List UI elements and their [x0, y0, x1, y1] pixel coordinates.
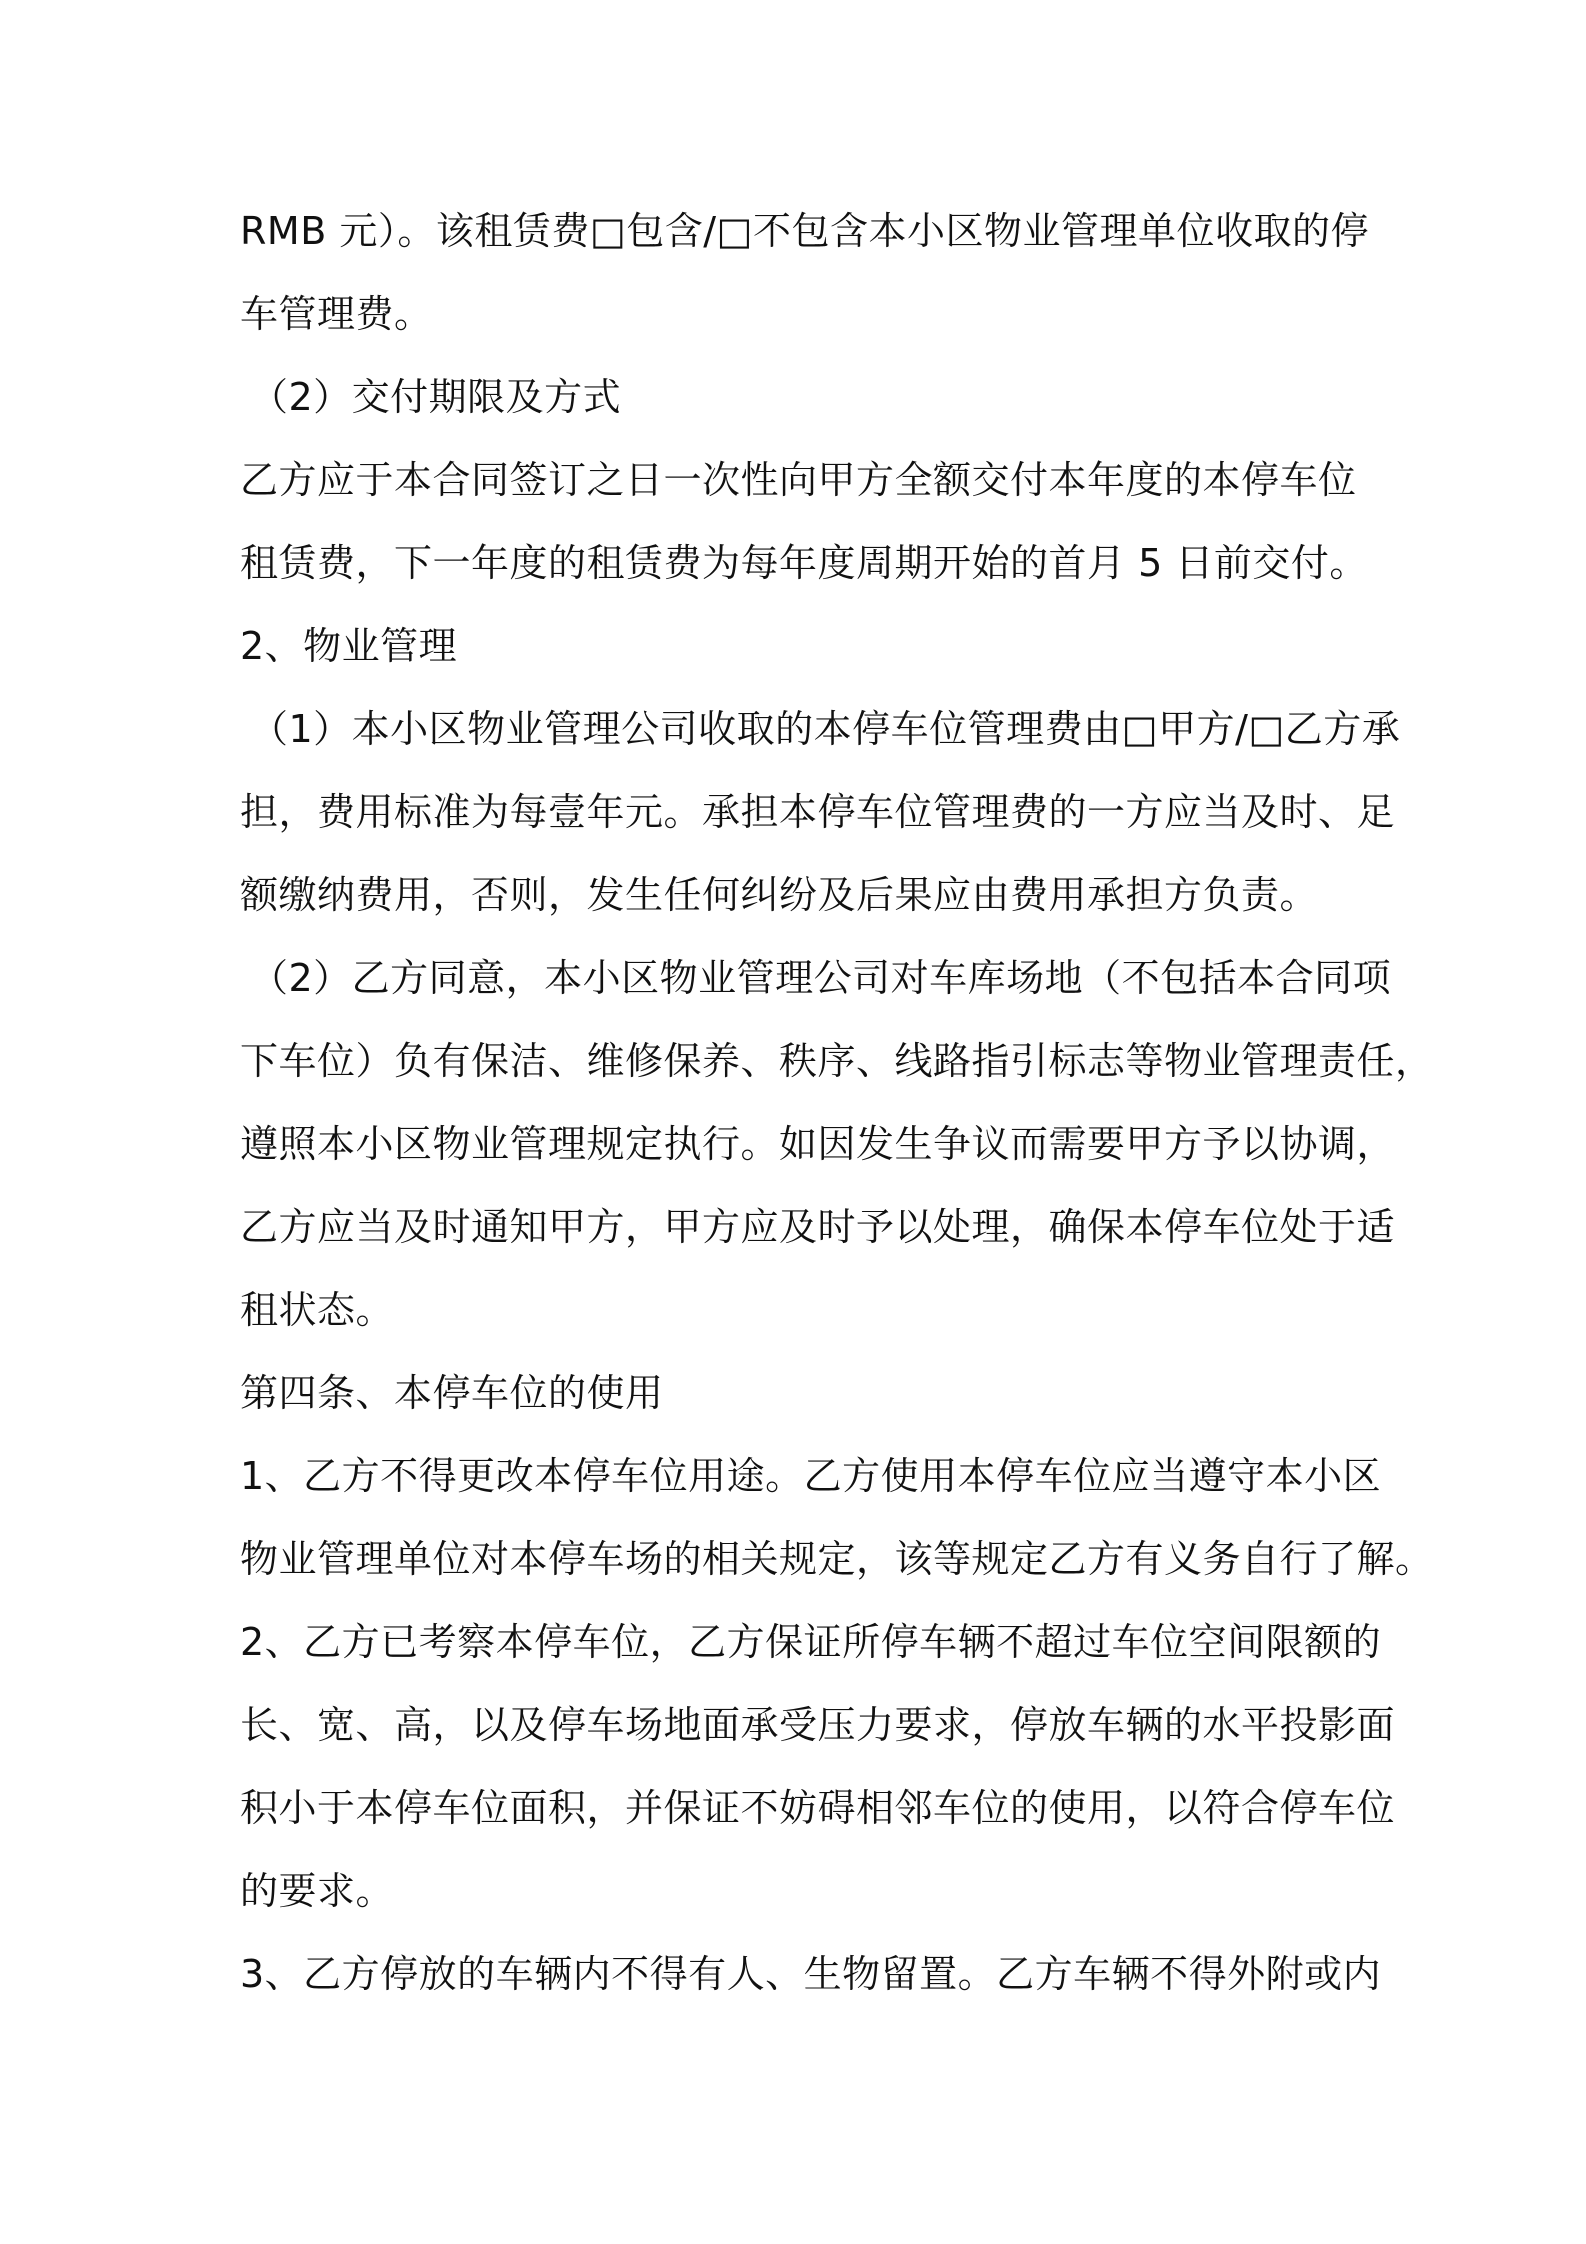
- text-line: 1、乙方不得更改本停车位用途。乙方使用本停车位应当遵守本小区: [240, 1454, 1382, 1498]
- section-heading: 2、物业管理: [240, 624, 458, 668]
- text-line: 担，费用标准为每壹年元。承担本停车位管理费的一方应当及时、足: [240, 790, 1396, 834]
- text-line: 积小于本停车位面积，并保证不妨碍相邻车位的使用，以符合停车位: [240, 1786, 1396, 1830]
- text-line: 乙方应于本合同签订之日一次性向甲方全额交付本年度的本停车位: [240, 458, 1357, 502]
- text-line: 租赁费，下一年度的租赁费为每年度周期开始的首月 5 日前交付。: [240, 541, 1368, 585]
- text-line: 车管理费。: [240, 292, 433, 336]
- text-line: 长、宽、高，以及停车场地面承受压力要求，停放车辆的水平投影面: [240, 1703, 1396, 1747]
- text-line: 的要求。: [240, 1869, 395, 1913]
- text-line: 2、乙方已考察本停车位，乙方保证所停车辆不超过车位空间限额的: [240, 1620, 1382, 1664]
- text-line: 遵照本小区物业管理规定执行。如因发生争议而需要甲方予以协调，: [240, 1122, 1396, 1166]
- section-heading: （2）交付期限及方式: [250, 375, 622, 419]
- text-line: 乙方应当及时通知甲方，甲方应及时予以处理，确保本停车位处于适: [240, 1205, 1396, 1249]
- text-line: 物业管理单位对本停车场的相关规定，该等规定乙方有义务自行了解。: [240, 1537, 1434, 1581]
- article-heading: 第四条、本停车位的使用: [240, 1371, 664, 1415]
- text-line: （1）本小区物业管理公司收取的本停车位管理费由□甲方/□乙方承: [250, 707, 1401, 751]
- text-line: 3、乙方停放的车辆内不得有人、生物留置。乙方车辆不得外附或内: [240, 1952, 1382, 1996]
- text-line: RMB 元）。该租赁费□包含/□不包含本小区物业管理单位收取的停: [240, 209, 1369, 253]
- text-line: （2）乙方同意，本小区物业管理公司对车库场地（不包括本合同项: [250, 956, 1392, 1000]
- text-line: 租状态。: [240, 1288, 395, 1332]
- text-line: 下车位）负有保洁、维修保养、秩序、线路指引标志等物业管理责任，: [240, 1039, 1434, 1083]
- text-line: 额缴纳费用，否则，发生任何纠纷及后果应由费用承担方负责。: [240, 873, 1319, 917]
